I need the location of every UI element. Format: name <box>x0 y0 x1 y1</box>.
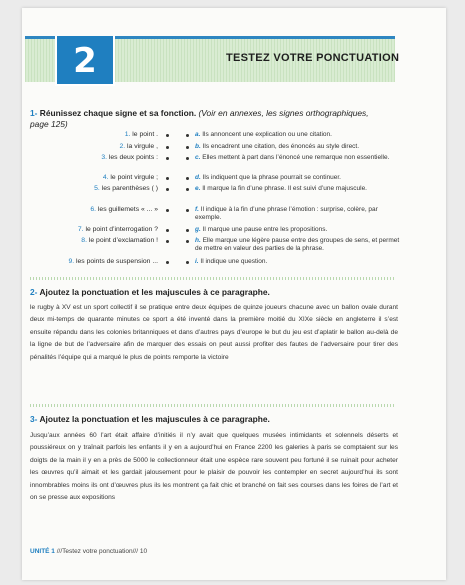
function-letter: g. <box>195 226 203 233</box>
function-item <box>195 154 400 162</box>
sign-number: 9. <box>68 258 76 265</box>
function-text: Ils indiquent que la phrase pourrait se continuer. <box>202 174 341 181</box>
footer-text: ///Testez votre ponctuation/// 10 <box>54 548 148 555</box>
sign-item <box>20 237 158 245</box>
function-item <box>195 206 400 222</box>
sign-label: les parenthèses ( ) <box>101 185 158 192</box>
chapter-title: TESTEZ VOTRE PONCTUATION <box>226 52 400 64</box>
match-dot-right[interactable] <box>186 209 189 212</box>
page-footer <box>30 548 147 555</box>
sign-number: 5. <box>94 185 102 192</box>
sign-item <box>20 174 158 182</box>
match-dot-right[interactable] <box>186 177 189 180</box>
match-dot-left[interactable] <box>166 261 169 264</box>
function-letter: i. <box>195 258 201 265</box>
function-text: Il marque une pause entre les propositions. <box>202 226 328 233</box>
exercise-number: 1- <box>30 108 38 118</box>
match-dot-right[interactable] <box>186 157 189 160</box>
sign-label: le point virgule ; <box>110 174 158 181</box>
function-letter: f. <box>195 206 201 213</box>
sign-item <box>20 185 158 193</box>
footer-unit: UNITÉ 1 <box>30 548 55 555</box>
function-item <box>195 131 400 139</box>
function-text: Ils annoncent une explication ou une citation. <box>202 131 332 138</box>
function-letter: h. <box>195 237 203 244</box>
exercise-2-text: le rugby à XV est un sport collectif il se pratique entre deux équipes de quinze joueurs chacune avec un ballon ovale durant deux mi-temps de quarante minutes ce sport a été inventé dans la première moitié du XIXe siècle en angleterre il s’est ensuite répandu dans les colonies britanniques et dans d’autres pays d’europe le but du jeu est d’aplatir le ballon au-delà de la ligne de but de l’adversaire afin de marquer des essais on peut aussi profiter des fautes de l’adversaire pour tirer des pénalités l’équipe qui a marqué le plus de points remporte la victoire <box>30 304 398 361</box>
sign-label: la virgule , <box>127 143 158 150</box>
exercise-1-title <box>30 108 380 130</box>
sign-label: les guillemets « ... » <box>97 206 158 213</box>
exercise-2-title <box>30 287 270 298</box>
function-item <box>195 143 400 151</box>
sign-item <box>20 154 158 162</box>
function-item <box>195 258 400 266</box>
sign-number: 3. <box>101 154 109 161</box>
sign-label: les deux points : <box>108 154 158 161</box>
match-dot-right[interactable] <box>186 188 189 191</box>
exercise-number: 2- <box>30 287 38 297</box>
exercise-3-title <box>30 414 270 425</box>
function-letter: e. <box>195 185 203 192</box>
sign-item <box>20 131 158 139</box>
match-dot-left[interactable] <box>166 134 169 137</box>
function-letter: c. <box>195 154 203 161</box>
sign-number: 7. <box>77 226 86 233</box>
match-dot-left[interactable] <box>166 177 169 180</box>
function-text: Ils encadrent une citation, des énoncés au style direct. <box>202 143 360 150</box>
sign-label: les points de suspension ... <box>76 258 158 265</box>
function-item <box>195 185 400 193</box>
section-divider <box>30 277 396 280</box>
sign-number: 2. <box>119 143 128 150</box>
function-text: Elles mettent à part dans l’énoncé une remarque non essentielle. <box>202 154 390 161</box>
sign-number: 4. <box>102 174 111 181</box>
sign-number: 1. <box>124 131 133 138</box>
function-letter: b. <box>195 143 203 150</box>
sign-label: le point d’exclamation ! <box>88 237 158 244</box>
sign-label: le point d’interrogation ? <box>85 226 158 233</box>
match-dot-right[interactable] <box>186 146 189 149</box>
sign-item <box>20 143 158 151</box>
function-text: Elle marque une légère pause entre des groupes de sens, et permet de mettre en valeur des parties de la phrase. <box>195 237 400 252</box>
match-dot-right[interactable] <box>186 261 189 264</box>
exercise-instruction: Ajoutez la ponctuation et les majuscules à ce paragraphe. <box>39 414 270 424</box>
exercise-3-text: Jusqu’aux années 60 l’art était affaire d’initiés il n’y avait que quelques musées intimidants et solennels déserts et poussiéreux on y traînait parfois les enfants il y en a aujourd’hui en France 2200 les galeries à paris se comptaient sur les doigts de la main il y en a près de 5000 le collectionneur était une espèce rare souvent peu fortuné il se ruinait pour acheter les œuvres qu’il aimait et les gardait jalousement pour le plaisir de pouvoir les contempler en secret aujourd’hui ils sont innombrables moins ils ont d’œuvres plus ils les montrent ça fait chic et branché on fait ses courses dans les foires de l’art et on se presse aux expositions <box>30 432 398 502</box>
sign-number: 6. <box>90 206 98 213</box>
match-dot-right[interactable] <box>186 134 189 137</box>
match-dot-left[interactable] <box>166 229 169 232</box>
match-dot-right[interactable] <box>186 240 189 243</box>
function-letter: d. <box>195 174 203 181</box>
match-dot-left[interactable] <box>166 240 169 243</box>
chapter-number: 2 <box>55 36 115 86</box>
sign-item <box>20 206 158 214</box>
exercise-number: 3- <box>30 414 38 424</box>
function-letter: a. <box>195 131 203 138</box>
function-item <box>195 174 400 182</box>
match-dot-left[interactable] <box>166 157 169 160</box>
match-dot-right[interactable] <box>186 229 189 232</box>
sign-label: le point . <box>132 131 158 138</box>
function-text: Il marque la fin d’une phrase. Il est suivi d’une majuscule. <box>202 185 367 192</box>
function-item <box>195 226 400 234</box>
function-text: Il indique à la fin d’une phrase l’émotion : surprise, colère, par exemple. <box>195 206 378 221</box>
sign-number: 8. <box>81 237 89 244</box>
section-divider <box>30 404 396 407</box>
match-dot-left[interactable] <box>166 146 169 149</box>
exercise-instruction: Ajoutez la ponctuation et les majuscules à ce paragraphe. <box>39 287 270 297</box>
sign-item <box>20 226 158 234</box>
match-dot-left[interactable] <box>166 209 169 212</box>
match-dot-left[interactable] <box>166 188 169 191</box>
exercise-instruction: Réunissez chaque signe et sa fonction. <box>39 108 197 118</box>
function-item <box>195 237 400 253</box>
function-text: Il indique une question. <box>200 258 268 265</box>
exercise-note: (Voir en annexes, les signes orthographiques, page 125) <box>30 108 369 129</box>
sign-item <box>20 258 158 266</box>
